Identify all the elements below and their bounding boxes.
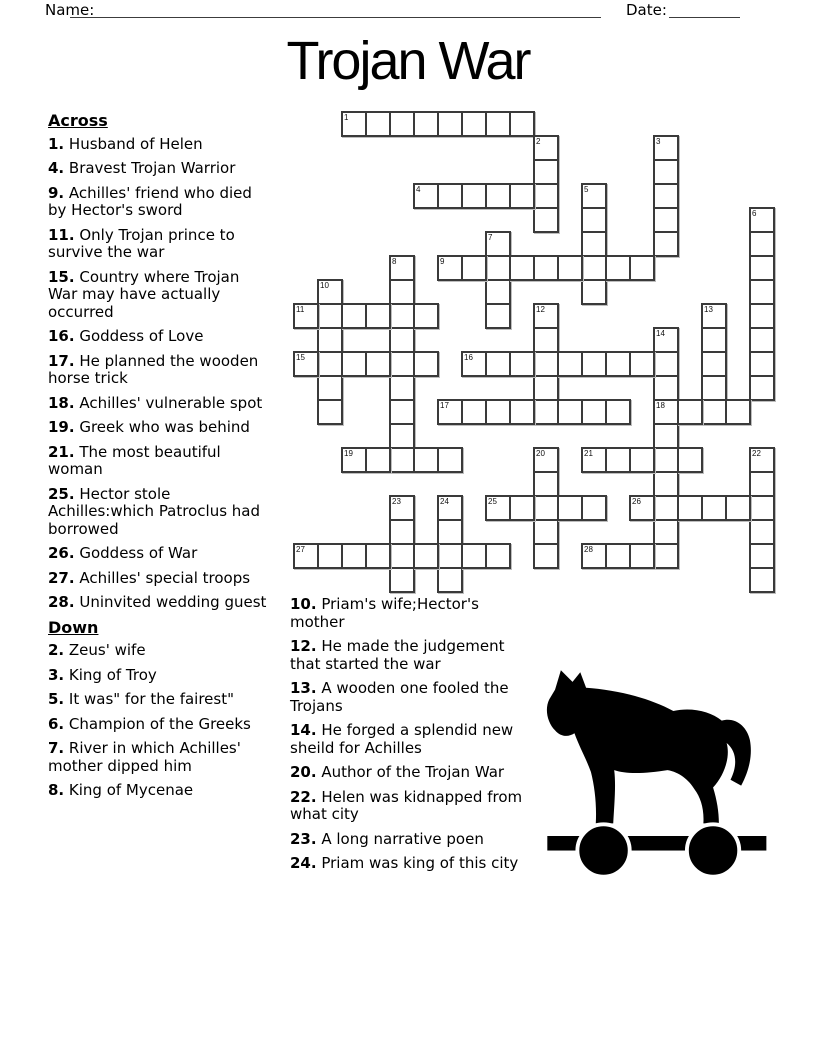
grid-cell-12-8 (485, 399, 511, 425)
grid-cell-18-15 (653, 543, 679, 569)
grid-cell-18-12 (581, 543, 607, 569)
grid-cell-13-4 (389, 423, 415, 449)
grid-cell-6-9 (509, 255, 535, 281)
grid-cell-14-2 (341, 447, 367, 473)
grid-cell-number: 17 (440, 401, 449, 410)
down-heading: Down (48, 617, 99, 637)
grid-cell-12-6 (437, 399, 463, 425)
grid-cell-18-4 (389, 543, 415, 569)
grid-cell-6-10 (533, 255, 559, 281)
grid-cell-13-15 (653, 423, 679, 449)
grid-cell-16-4 (389, 495, 415, 521)
grid-cell-18-14 (629, 543, 655, 569)
grid-cell-10-3 (365, 351, 391, 377)
grid-cell-14-15 (653, 447, 679, 473)
clue-number: 12. (290, 637, 317, 655)
grid-cell-11-1 (317, 375, 343, 401)
grid-cell-14-4 (389, 447, 415, 473)
grid-cell-number: 10 (320, 281, 329, 290)
down-clue-2: 2. Zeus' wife (48, 641, 146, 659)
down-clues-list-right (290, 596, 528, 880)
grid-cell-14-6 (437, 447, 463, 473)
grid-cell-17-19 (749, 519, 775, 545)
down-clue-23: 23. A long narrative poen (290, 829, 484, 848)
grid-cell-0-5 (413, 111, 439, 137)
grid-cell-16-19 (749, 495, 775, 521)
across-clue-28: 28. Uninvited wedding guest (48, 593, 267, 611)
grid-cell-10-8 (485, 351, 511, 377)
across-clue-17: 17. He planned the wooden horse trick (48, 351, 259, 387)
across-clues-list (48, 136, 270, 612)
grid-cell-3-8 (485, 183, 511, 209)
grid-cell-6-7 (461, 255, 487, 281)
grid-cell-4-12 (581, 207, 607, 233)
grid-cell-10-19 (749, 351, 775, 377)
grid-cell-14-13 (605, 447, 631, 473)
clue-number: 21. (48, 442, 75, 461)
horse-body-silhouette (547, 670, 751, 823)
grid-cell-18-13 (605, 543, 631, 569)
grid-cell-number: 14 (656, 329, 665, 338)
grid-cell-number: 2 (536, 137, 541, 146)
grid-cell-7-1 (317, 279, 343, 305)
grid-cell-number: 15 (296, 353, 305, 362)
grid-cell-number: 25 (488, 497, 497, 506)
grid-cell-16-8 (485, 495, 511, 521)
grid-cell-19-19 (749, 567, 775, 593)
grid-cell-10-15 (653, 351, 679, 377)
grid-cell-10-1 (317, 351, 343, 377)
clue-number: 11. (48, 225, 75, 244)
grid-cell-number: 9 (440, 257, 445, 266)
grid-cell-number: 6 (752, 209, 757, 218)
grid-cell-7-8 (485, 279, 511, 305)
grid-cell-18-2 (341, 543, 367, 569)
grid-cell-16-14 (629, 495, 655, 521)
grid-cell-12-17 (701, 399, 727, 425)
grid-cell-8-0 (293, 303, 319, 329)
grid-cell-3-6 (437, 183, 463, 209)
grid-cell-12-9 (509, 399, 535, 425)
grid-cell-16-12 (581, 495, 607, 521)
grid-cell-14-19 (749, 447, 775, 473)
grid-cell-3-7 (461, 183, 487, 209)
down-clue-5: 5. It was" for the fairest" (48, 690, 235, 708)
down-clue-12: 12. He made the judgement that started the war (290, 637, 505, 673)
grid-cell-7-12 (581, 279, 607, 305)
grid-cell-number: 4 (416, 185, 421, 194)
grid-cell-12-12 (581, 399, 607, 425)
clue-number: 10. (290, 595, 317, 613)
grid-cell-number: 13 (704, 305, 713, 314)
down-clue-13: 13. A wooden one fooled the Trojans (290, 679, 509, 715)
grid-cell-8-19 (749, 303, 775, 329)
grid-cell-11-10 (533, 375, 559, 401)
grid-cell-4-15 (653, 207, 679, 233)
down-clue-3: 3. King of Troy (48, 665, 157, 684)
grid-cell-16-16 (677, 495, 703, 521)
across-clue-26: 26. Goddess of War (48, 544, 198, 562)
grid-cell-number: 26 (632, 497, 641, 506)
down-clue-14: 14. He forged a splendid new sheild for Achilles (290, 721, 514, 757)
grid-cell-number: 20 (536, 449, 545, 458)
page-title: Trojan War (286, 31, 530, 91)
grid-cell-0-3 (365, 111, 391, 137)
grid-cell-6-19 (749, 255, 775, 281)
clue-number: 1. (48, 134, 65, 153)
date-label: Date: (626, 1, 667, 19)
grid-cell-9-17 (701, 327, 727, 353)
grid-cell-number: 18 (656, 401, 665, 410)
across-heading: Across (48, 111, 108, 130)
grid-cell-15-10 (533, 471, 559, 497)
grid-cell-18-10 (533, 543, 559, 569)
grid-cell-number: 1 (344, 113, 349, 122)
grid-cell-8-5 (413, 303, 439, 329)
across-clue-9: 9. Achilles' friend who died by Hector's sword (48, 183, 252, 219)
grid-cell-8-8 (485, 303, 511, 329)
grid-cell-0-4 (389, 111, 415, 137)
grid-cell-15-15 (653, 471, 679, 497)
clue-number: 17. (48, 351, 75, 370)
grid-cell-8-4 (389, 303, 415, 329)
grid-cell-17-4 (389, 519, 415, 545)
grid-cell-18-0 (293, 543, 319, 569)
clue-number: 19. (48, 418, 75, 436)
grid-cell-19-4 (389, 567, 415, 593)
grid-cell-number: 27 (296, 545, 305, 554)
grid-cell-3-12 (581, 183, 607, 209)
across-clue-25: 25. Hector stole Achilles:which Patroclus had borrowed (48, 484, 260, 538)
clue-number: 20. (290, 763, 317, 781)
grid-cell-4-19 (749, 207, 775, 233)
clue-number: 18. (48, 393, 75, 412)
grid-cell-10-14 (629, 351, 655, 377)
clue-number: 6. (48, 714, 65, 733)
grid-cell-number: 19 (344, 449, 353, 458)
grid-cell-number: 22 (752, 449, 761, 458)
grid-cell-18-5 (413, 543, 439, 569)
grid-cell-14-16 (677, 447, 703, 473)
grid-cell-10-9 (509, 351, 535, 377)
grid-cell-19-6 (437, 567, 463, 593)
grid-cell-18-7 (461, 543, 487, 569)
across-clue-27: 27. Achilles' special troops (48, 568, 251, 587)
grid-cell-18-1 (317, 543, 343, 569)
grid-cell-1-15 (653, 135, 679, 161)
grid-cell-10-10 (533, 351, 559, 377)
grid-cell-12-1 (317, 399, 343, 425)
grid-cell-11-17 (701, 375, 727, 401)
grid-cell-12-13 (605, 399, 631, 425)
grid-cell-10-12 (581, 351, 607, 377)
grid-cell-6-13 (605, 255, 631, 281)
grid-cell-12-11 (557, 399, 583, 425)
grid-cell-8-10 (533, 303, 559, 329)
grid-cell-14-14 (629, 447, 655, 473)
grid-cell-number: 24 (440, 497, 449, 506)
grid-cell-2-15 (653, 159, 679, 185)
across-clue-19: 19. Greek who was behind (48, 418, 250, 436)
clue-number: 8. (48, 781, 65, 799)
grid-cell-1-10 (533, 135, 559, 161)
clues-left-column (48, 112, 270, 807)
grid-cell-number: 23 (392, 497, 401, 506)
grid-cell-0-7 (461, 111, 487, 137)
grid-cell-16-11 (557, 495, 583, 521)
grid-cell-5-8 (485, 231, 511, 257)
grid-cell-16-10 (533, 495, 559, 521)
date-fill-in-line (669, 17, 740, 18)
grid-cell-5-19 (749, 231, 775, 257)
grid-cell-10-0 (293, 351, 319, 377)
grid-cell-17-10 (533, 519, 559, 545)
clue-number: 27. (48, 568, 75, 587)
down-clue-8: 8. King of Mycenae (48, 781, 194, 799)
grid-cell-3-15 (653, 183, 679, 209)
trojan-horse-image (526, 660, 778, 886)
grid-cell-6-14 (629, 255, 655, 281)
horse-front-wheel (577, 824, 629, 876)
grid-cell-14-5 (413, 447, 439, 473)
grid-cell-11-19 (749, 375, 775, 401)
grid-cell-10-17 (701, 351, 727, 377)
grid-cell-10-13 (605, 351, 631, 377)
down-clue-22: 22. Helen was kidnapped from what city (290, 787, 523, 823)
grid-cell-18-19 (749, 543, 775, 569)
clue-number: 2. (48, 641, 65, 659)
grid-cell-14-3 (365, 447, 391, 473)
clue-number: 28. (48, 593, 75, 611)
grid-cell-12-10 (533, 399, 559, 425)
grid-cell-0-6 (437, 111, 463, 137)
grid-cell-12-7 (461, 399, 487, 425)
down-clue-20: 20. Author of the Trojan War (290, 763, 505, 781)
grid-cell-4-10 (533, 207, 559, 233)
clue-number: 7. (48, 739, 65, 757)
grid-cell-6-4 (389, 255, 415, 281)
grid-cell-17-6 (437, 519, 463, 545)
grid-cell-7-19 (749, 279, 775, 305)
grid-cell-16-9 (509, 495, 535, 521)
grid-cell-9-1 (317, 327, 343, 353)
grid-cell-6-12 (581, 255, 607, 281)
grid-cell-10-7 (461, 351, 487, 377)
grid-cell-6-6 (437, 255, 463, 281)
clue-number: 23. (290, 829, 317, 848)
grid-cell-3-9 (509, 183, 535, 209)
clue-number: 26. (48, 544, 75, 562)
grid-cell-number: 8 (392, 257, 397, 266)
across-clue-11: 11. Only Trojan prince to survive the war (48, 225, 235, 261)
clue-number: 14. (290, 721, 317, 739)
clue-number: 25. (48, 484, 75, 503)
clue-number: 16. (48, 327, 75, 345)
grid-cell-9-15 (653, 327, 679, 353)
grid-cell-10-2 (341, 351, 367, 377)
grid-cell-16-17 (701, 495, 727, 521)
clue-number: 4. (48, 159, 65, 177)
grid-cell-14-10 (533, 447, 559, 473)
across-clue-16: 16. Goddess of Love (48, 327, 204, 345)
clue-number: 3. (48, 665, 65, 684)
grid-cell-18-3 (365, 543, 391, 569)
across-clue-18: 18. Achilles' vulnerable spot (48, 393, 263, 412)
grid-cell-12-18 (725, 399, 751, 425)
grid-cell-3-5 (413, 183, 439, 209)
horse-rear-wheel (687, 824, 739, 876)
grid-cell-9-4 (389, 327, 415, 353)
down-clues-list-left (48, 642, 270, 800)
grid-cell-6-8 (485, 255, 511, 281)
across-clue-15: 15. Country where Trojan War may have actually occurred (48, 267, 240, 321)
grid-cell-5-12 (581, 231, 607, 257)
clue-number: 9. (48, 183, 65, 202)
across-clue-21: 21. The most beautiful woman (48, 442, 221, 478)
grid-cell-number: 16 (464, 353, 473, 362)
clue-number: 13. (290, 679, 317, 697)
clue-number: 22. (290, 787, 317, 806)
grid-cell-8-1 (317, 303, 343, 329)
grid-cell-11-15 (653, 375, 679, 401)
grid-cell-2-10 (533, 159, 559, 185)
name-fill-in-line (70, 17, 601, 18)
grid-cell-0-9 (509, 111, 535, 137)
grid-cell-16-18 (725, 495, 751, 521)
grid-cell-16-15 (653, 495, 679, 521)
across-clue-4: 4. Bravest Trojan Warrior (48, 159, 236, 177)
grid-cell-number: 28 (584, 545, 593, 554)
down-clue-6: 6. Champion of the Greeks (48, 714, 251, 733)
grid-cell-9-19 (749, 327, 775, 353)
grid-cell-number: 21 (584, 449, 593, 458)
clue-number: 15. (48, 267, 75, 286)
name-label: Name: (45, 1, 95, 19)
grid-cell-10-4 (389, 351, 415, 377)
grid-cell-12-16 (677, 399, 703, 425)
down-clue-10: 10. Priam's wife;Hector's mother (290, 595, 479, 631)
grid-cell-14-12 (581, 447, 607, 473)
clue-number: 5. (48, 690, 65, 708)
grid-cell-3-10 (533, 183, 559, 209)
grid-cell-0-2 (341, 111, 367, 137)
grid-cell-18-8 (485, 543, 511, 569)
crossword-grid (293, 111, 775, 593)
down-clue-7: 7. River in which Achilles' mother dipped him (48, 739, 241, 775)
grid-cell-10-11 (557, 351, 583, 377)
grid-cell-number: 11 (296, 305, 305, 314)
grid-cell-number: 5 (584, 185, 589, 194)
grid-cell-8-2 (341, 303, 367, 329)
grid-cell-number: 3 (656, 137, 661, 146)
grid-cell-7-4 (389, 279, 415, 305)
grid-cell-15-19 (749, 471, 775, 497)
grid-cell-11-4 (389, 375, 415, 401)
clue-number: 24. (290, 854, 317, 872)
grid-cell-12-4 (389, 399, 415, 425)
grid-cell-17-15 (653, 519, 679, 545)
across-clue-1: 1. Husband of Helen (48, 134, 203, 153)
grid-cell-number: 12 (536, 305, 545, 314)
grid-cell-18-6 (437, 543, 463, 569)
down-clue-24: 24. Priam was king of this city (290, 854, 519, 872)
grid-cell-10-5 (413, 351, 439, 377)
grid-cell-9-10 (533, 327, 559, 353)
grid-cell-8-17 (701, 303, 727, 329)
grid-cell-5-15 (653, 231, 679, 257)
grid-cell-12-15 (653, 399, 679, 425)
grid-cell-6-11 (557, 255, 583, 281)
grid-cell-8-3 (365, 303, 391, 329)
grid-cell-0-8 (485, 111, 511, 137)
grid-cell-16-6 (437, 495, 463, 521)
grid-cell-number: 7 (488, 233, 493, 242)
